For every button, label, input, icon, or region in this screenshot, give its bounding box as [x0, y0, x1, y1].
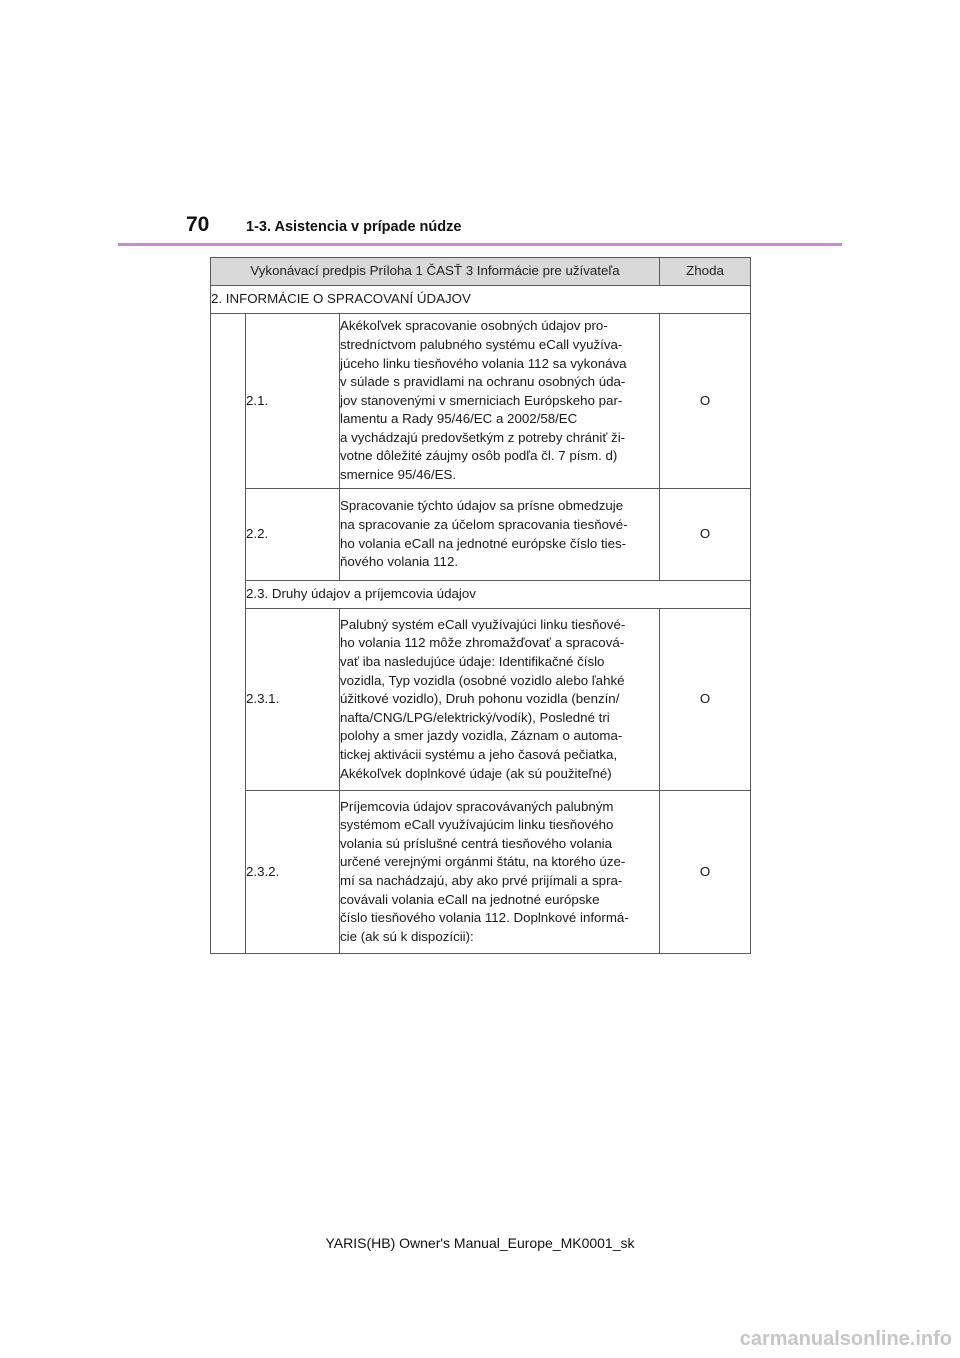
row-compliance: O: [660, 314, 751, 489]
section-title: 1-3. Asistencia v prípade núdze: [246, 219, 462, 235]
watermark: carmanualsonline.info: [739, 1328, 952, 1350]
text-line: polohy a smer jazdy vozidla, Záznam o automa-: [340, 728, 623, 744]
text-line: Spracovanie týchto údajov sa prísne obmedzuje: [340, 498, 624, 514]
text-line: vať iba nasledujúce údaje: Identifikačné číslo: [340, 654, 605, 670]
header-compliance: Zhoda: [660, 258, 751, 286]
row-compliance: O: [660, 489, 751, 581]
text-line: systémom eCall využívajúcim linku tiesňového: [340, 817, 614, 833]
text-line: vozidla, Typ vozidla (osobné vozidlo alebo ľahké: [340, 672, 625, 688]
section-heading: 2. INFORMÁCIE O SPRACOVANÍ ÚDAJOV: [211, 286, 751, 314]
subsection-row: [211, 581, 751, 609]
text-line: ho volania eCall na jednotné európske číslo ties-: [340, 535, 627, 551]
text-line: Akékoľvek spracovanie osobných údajov pro-: [340, 318, 608, 334]
text-line: nafta/CNG/LPG/elektrický/vodík), Posledné tri: [340, 709, 610, 725]
row-number: 2.2.: [246, 489, 340, 581]
indent-cell: [211, 314, 246, 954]
row-text: [340, 489, 660, 581]
table-row: [211, 609, 751, 791]
section-row: [211, 286, 751, 314]
text-line: júceho linku tiesňového volania 112 sa vykonáva: [340, 355, 627, 371]
text-line: covávali volania eCall na jednotné európske: [340, 891, 600, 907]
text-line: určené verejnými orgánmi štátu, na ktorého úze-: [340, 854, 626, 870]
subsection-heading: 2.3. Druhy údajov a príjemcovia údajov: [246, 581, 751, 609]
row-text: [340, 314, 660, 489]
text-line: cie (ak sú k dispozícii):: [340, 928, 474, 944]
row-number: 2.3.2.: [246, 791, 340, 954]
text-line: jov stanovenými v smerniciach Európskeho par-: [340, 392, 623, 408]
text-line: smernice 95/46/ES.: [340, 467, 457, 483]
text-line: úžitkové vozidlo), Druh pohonu vozidla (benzín/: [340, 691, 620, 707]
text-line: lamentu a Rady 95/46/EC a 2002/58/EC: [340, 411, 578, 427]
text-line: mí sa nachádzajú, aby ako prvé prijímali a spra-: [340, 873, 623, 888]
text-line: ňového volania 112.: [340, 554, 459, 570]
row-number: 2.3.1.: [246, 609, 340, 791]
row-compliance: O: [660, 791, 751, 954]
table-row: [211, 314, 751, 489]
header-requirement: Vykonávací predpis Príloha 1 ČASŤ 3 Informácie pre užívateľa: [211, 258, 660, 286]
text-line: číslo tiesňového volania 112. Doplnkové informá-: [340, 910, 629, 926]
row-compliance: O: [660, 609, 751, 791]
text-line: a vychádzajú predovšetkým z potreby chrániť ži-: [340, 429, 626, 445]
header-divider: [118, 243, 842, 246]
text-line: na spracovanie za účelom spracovania tiesňové-: [340, 516, 628, 532]
page-number: 70: [186, 213, 210, 236]
text-line: v súlade s pravidlami na ochranu osobných úda-: [340, 374, 626, 390]
text-line: Príjemcovia údajov spracovávaných palubným: [340, 798, 614, 814]
text-line: Akékoľvek doplnkové údaje (ak sú použiteľné): [340, 765, 612, 781]
text-line: votne dôležité záujmy osôb podľa čl. 7 písm. d): [340, 448, 618, 464]
table-row: [211, 489, 751, 581]
row-text: [340, 791, 660, 954]
table-header-row: [211, 258, 751, 286]
text-line: tickej aktivácii systému a jeho časová pečiatka,: [340, 746, 618, 762]
text-line: stredníctvom palubného systému eCall využíva-: [340, 336, 623, 352]
table-row: [211, 791, 751, 954]
row-text: [340, 609, 660, 791]
compliance-table: [210, 257, 751, 954]
text-line: volania sú príslušné centrá tiesňového volania: [340, 835, 613, 851]
text-line: ho volania 112 môže zhromažďovať a spracová-: [340, 635, 625, 651]
row-number: 2.1.: [246, 314, 340, 489]
text-line: Palubný systém eCall využívajúci linku tiesňové-: [340, 616, 626, 632]
manual-id-footer: YARIS(HB) Owner's Manual_Europe_MK0001_sk: [325, 1235, 635, 1251]
